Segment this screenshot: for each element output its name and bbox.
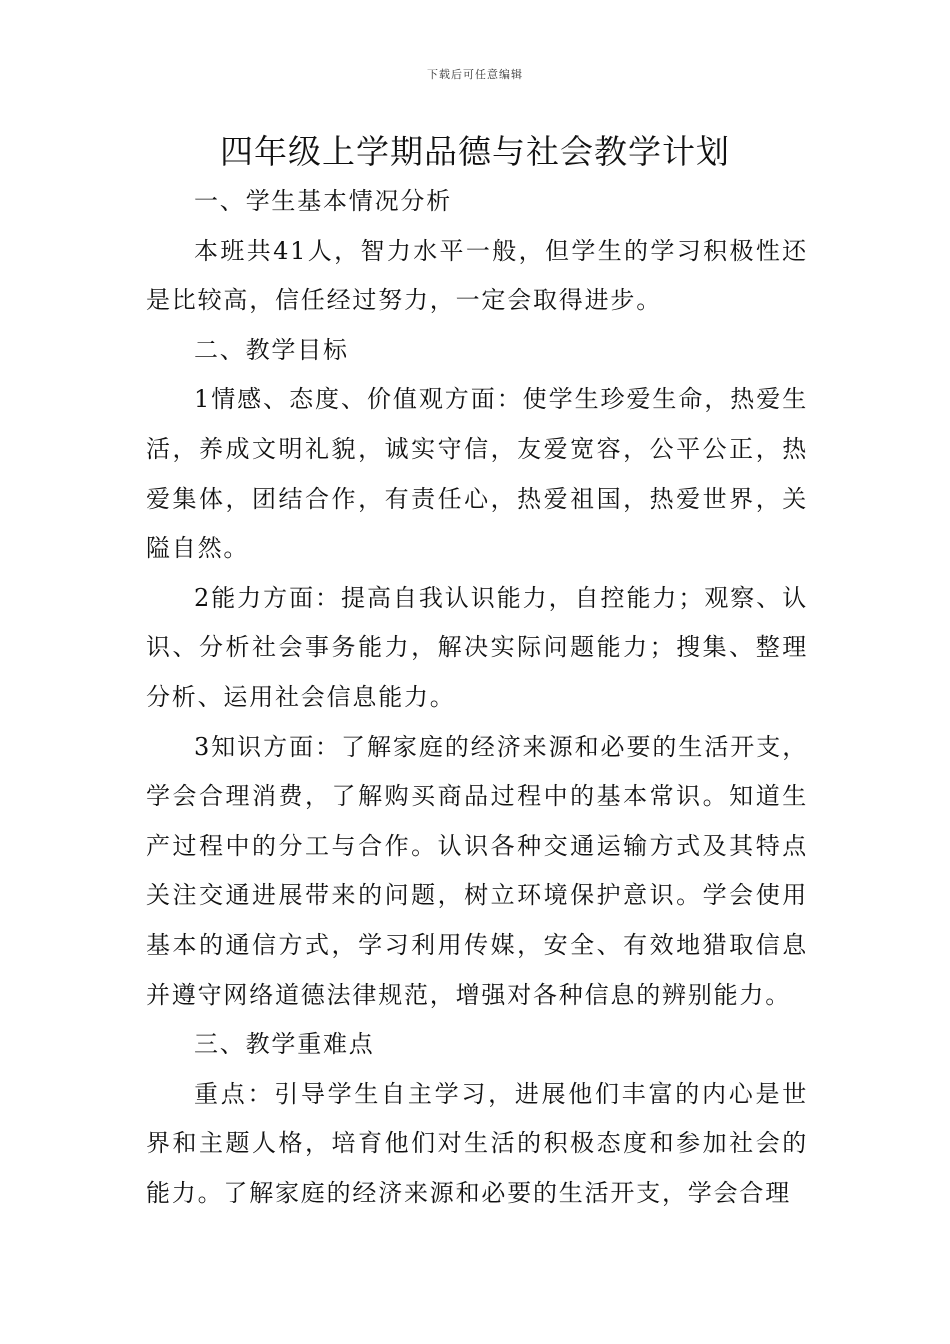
document-body <box>146 177 808 1218</box>
paragraph-student-analysis: 本班共41人，智力水平一般，但学生的学习积极性还是比较高，信任经过努力，一定会取得进步。 <box>146 236 808 315</box>
section-heading-key-points: 三、教学重难点 <box>194 1030 375 1059</box>
section-heading-teaching-goals: 二、教学目标 <box>194 335 349 364</box>
paragraph-goal-knowledge: 3知识方面：了解家庭的经济来源和必要的生活开支，学会合理消费，了解购买商品过程中的基本常识。知道生产过程中的分工与合作。认识各种交通运输方式及其特点关注交通进展带来的问题，树立环境保护意识。学会使用基本的通信方式，学习利用传媒，安全、有效地猎取信息并遵守网络道德法律规范，增强对各种信息的辨别能力。 <box>146 732 808 1009</box>
section-heading-student-analysis: 一、学生基本情况分析 <box>194 187 452 215</box>
document-title: 四年级上学期品德与社会教学计划 <box>220 132 730 171</box>
paragraph-goal-ability: 2能力方面：提高自我认识能力，自控能力；观察、认识、分析社会事务能力，解决实际问题能力；搜集、整理分析、运用社会信息能力。 <box>146 583 808 711</box>
header-note: 下载后可任意编辑 <box>427 68 523 81</box>
paragraph-goal-emotion: 1情感、态度、价值观方面：使学生珍爱生命，热爱生活，养成文明礼貌，诚实守信，友爱宽容，公平公正，热爱集体，团结合作，有责任心，热爱祖国，热爱世界，关隘自然。 <box>146 385 808 563</box>
paragraph-key-points: 重点：引导学生自主学习，进展他们丰富的内心是世界和主题人格，培育他们对生活的积极态度和参加社会的能力。了解家庭的经济来源和必要的生活开支，学会合理 <box>146 1079 808 1207</box>
